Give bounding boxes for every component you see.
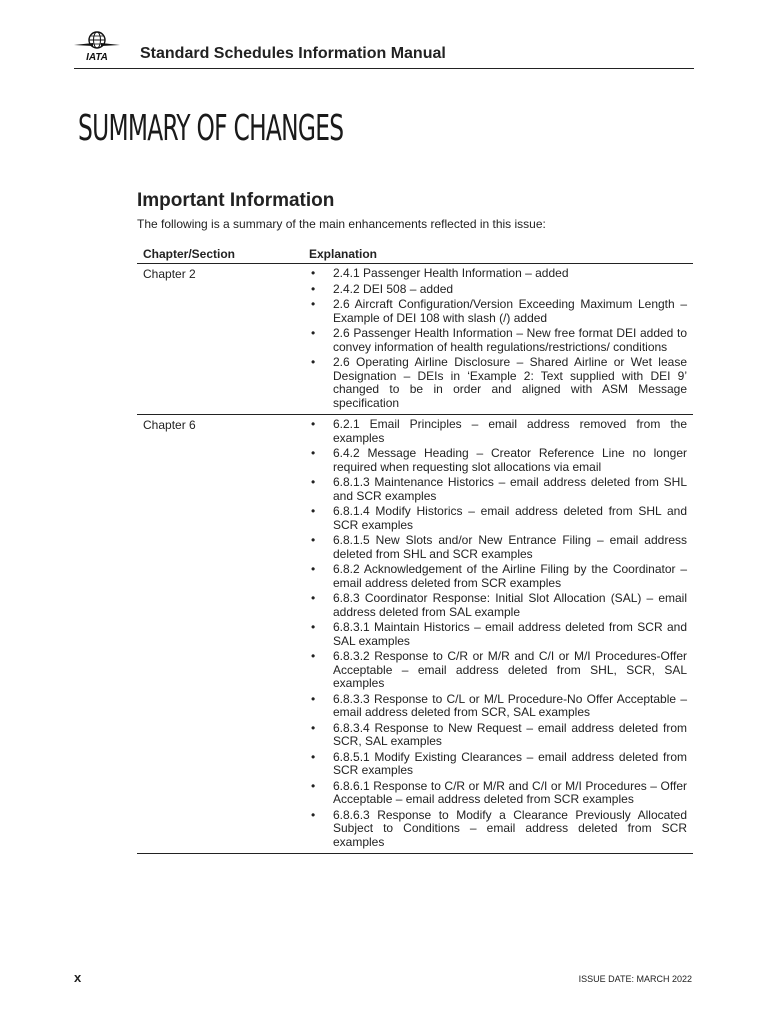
column-header-explanation: Explanation — [303, 244, 693, 264]
change-item: • 2.6 Passenger Health Information – New free format DEI added to convey information of health regulations/restrictions/ conditions — [303, 327, 687, 354]
section-title: Important Information — [137, 190, 335, 211]
issue-date: ISSUE DATE: MARCH 2022 — [578, 974, 692, 984]
change-item: • 6.8.2 Acknowledgement of the Airline Filing by the Coordinator – email address deleted from SCR examples — [303, 563, 687, 590]
change-item: • 6.8.6.1 Response to C/R or M/R and C/I or M/I Procedures – Offer Acceptable – email address deleted from SCR examples — [303, 780, 687, 807]
intro-text: The following is a summary of the main enhancements reflected in this issue: — [137, 217, 546, 231]
change-item: • 6.8.5.1 Modify Existing Clearances – email address deleted from SCR examples — [303, 751, 687, 778]
change-item: • 6.8.3.3 Response to C/L or M/L Procedure-No Offer Acceptable – email address deleted from SCR, SAL examples — [303, 693, 687, 720]
change-item: • 2.4.1 Passenger Health Information – added — [303, 267, 687, 281]
table-row — [137, 415, 693, 854]
change-item: • 6.4.2 Message Heading – Creator Reference Line no longer required when requesting slot allocations via email — [303, 447, 687, 474]
change-item: • 6.8.3.1 Maintain Historics – email address deleted from SCR and SAL examples — [303, 621, 687, 648]
table-row — [137, 264, 693, 415]
logo-text: IATA — [86, 52, 108, 62]
change-item: • 2.6 Aircraft Configuration/Version Exceeding Maximum Length – Example of DEI 108 with slash (/) added — [303, 298, 687, 325]
page-heading: SUMMARY OF CHANGES — [78, 108, 344, 149]
change-item: • 6.8.1.3 Maintenance Historics – email address deleted from SHL and SCR examples — [303, 476, 687, 503]
change-item: • 6.8.1.4 Modify Historics – email address deleted from SHL and SCR examples — [303, 505, 687, 532]
change-item: • 6.8.1.5 New Slots and/or New Entrance Filing – email address deleted from SHL and SCR examples — [303, 534, 687, 561]
column-header-chapter: Chapter/Section — [137, 244, 303, 264]
iata-logo — [74, 30, 120, 62]
change-list — [303, 267, 687, 410]
change-item: • 2.4.2 DEI 508 – added — [303, 283, 687, 297]
change-item: • 6.8.6.3 Response to Modify a Clearance Previously Allocated Subject to Conditions – email address deleted from SCR examples — [303, 809, 687, 850]
chapter-cell: Chapter 2 — [137, 264, 303, 415]
page-number: x — [74, 970, 82, 985]
change-item: • 6.8.3 Coordinator Response: Initial Slot Allocation (SAL) – email address deleted from SAL example — [303, 592, 687, 619]
page-header — [74, 30, 694, 70]
change-item: • 6.8.3.2 Response to C/R or M/R and C/I or M/I Procedures-Offer Acceptable – email address deleted from SHL, SCR, SAL examples — [303, 650, 687, 691]
explanation-cell — [303, 415, 693, 854]
header-divider — [74, 68, 694, 69]
change-item: • 6.2.1 Email Principles – email address removed from the examples — [303, 418, 687, 445]
manual-title: Standard Schedules Information Manual — [140, 45, 446, 62]
summary-table — [137, 244, 693, 854]
chapter-cell: Chapter 6 — [137, 415, 303, 854]
change-item: • 6.8.3.4 Response to New Request – email address deleted from SCR, SAL examples — [303, 722, 687, 749]
change-item: • 2.6 Operating Airline Disclosure – Shared Airline or Wet lease Designation – DEIs in ‘Example 2: Text supplied with DEI 9’ changed to be in order and aligned with ASM Message specification — [303, 356, 687, 410]
change-list — [303, 418, 687, 849]
table-header-row — [137, 244, 693, 264]
explanation-cell — [303, 264, 693, 415]
